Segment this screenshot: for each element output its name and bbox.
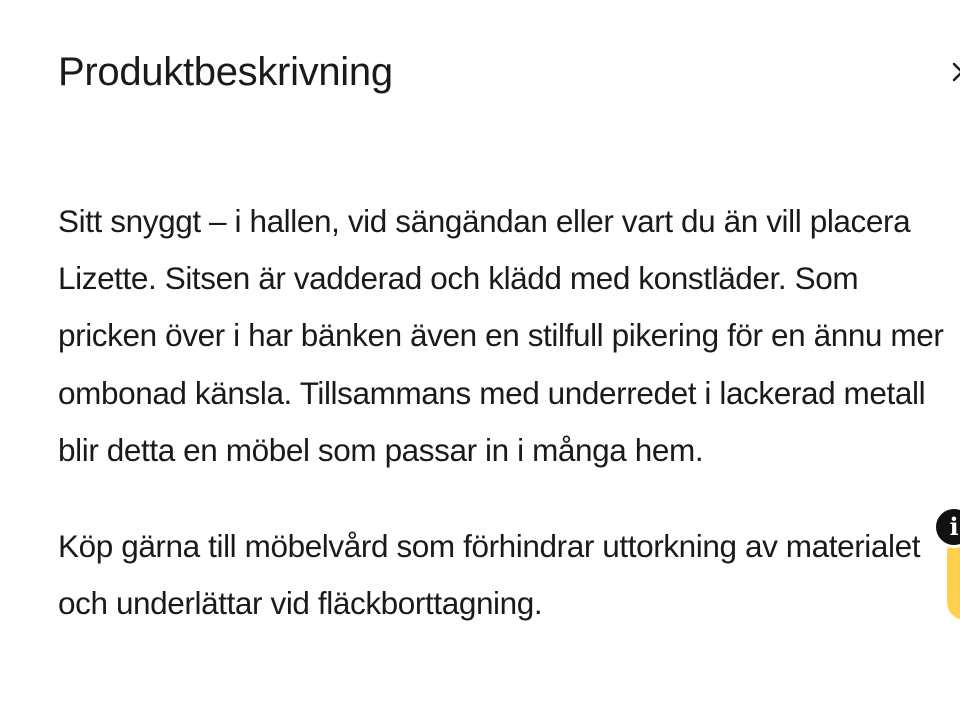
close-icon xyxy=(952,62,960,82)
product-description-text xyxy=(58,193,948,632)
close-button[interactable] xyxy=(944,52,960,92)
description-paragraph: Köp gärna till möbelvård som förhindrar uttorkning av materialet och underlättar vid fläckborttagning. xyxy=(58,528,921,622)
panel-title: Produktbeskrivning xyxy=(58,50,393,94)
info-widget[interactable] xyxy=(933,506,960,616)
info-icon[interactable]: i xyxy=(933,506,960,548)
description-paragraph: Sitt snyggt – i hallen, vid sängändan eller vart du än vill placera Lizette. Sitsen är vadderad och klädd med konstläder. Som pricken över i har bänken även en stilfull pikering för en ännu mer ombonad känsla. Tillsammans med underredet i lackerad metall blir detta en möbel som passar in i många hem. xyxy=(58,203,944,468)
